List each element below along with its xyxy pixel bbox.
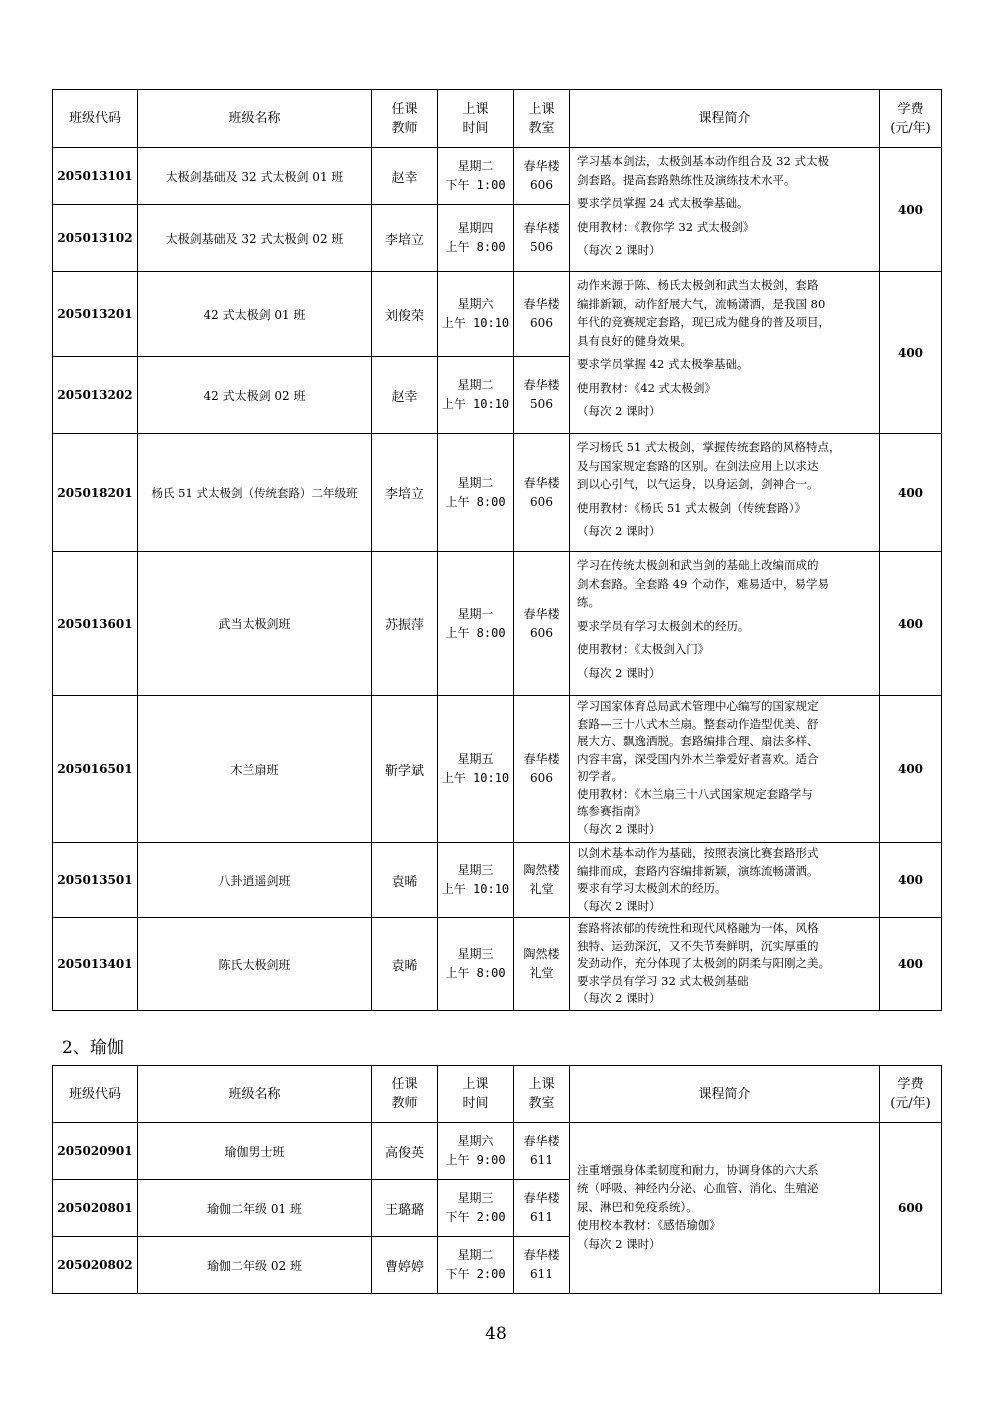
class-name: 42 式太极剑 01 班 <box>138 272 372 357</box>
table-row <box>53 148 942 205</box>
teacher-name: 苏振萍 <box>372 552 438 696</box>
classroom: 春华楼 506 <box>514 205 570 272</box>
classroom: 陶然楼 礼堂 <box>514 918 570 1011</box>
class-name: 太极剑基础及 32 式太极剑 01 班 <box>138 148 372 205</box>
class-time: 星期六 上午 10:10 <box>438 272 514 357</box>
table-row <box>53 434 942 552</box>
classroom: 春华楼 611 <box>514 1123 570 1180</box>
class-time: 星期二 下午 2:00 <box>438 1237 514 1294</box>
classroom: 春华楼 606 <box>514 148 570 205</box>
class-name: 八卦逍遥剑班 <box>138 843 372 918</box>
class-time: 星期四 上午 8:00 <box>438 205 514 272</box>
header-class-name: 班级名称 <box>138 90 372 148</box>
course-description: 动作来源于陈、杨氏太极剑和武当太极剑，套路 编排新颖，动作舒展大气，流畅潇洒，是我国 80 年代的竞赛规定套路，现已成为健身的普及项目， 具有良好的健身效果。 要求学员掌握 42 式太极拳基础。 使用教材：《42 式太极剑》 （每次 2 课时） <box>570 272 880 434</box>
teacher-name: 李培立 <box>372 205 438 272</box>
header-teacher: 任课 教师 <box>372 1066 438 1123</box>
classroom: 春华楼 611 <box>514 1180 570 1237</box>
class-time: 星期五 上午 10:10 <box>438 696 514 843</box>
header-room: 上课 教室 <box>514 90 570 148</box>
course-description: 学习基本剑法，太极剑基本动作组合及 32 式太极 剑套路。提高套路熟练性及演练技术水平。 要求学员掌握 24 式太极拳基础。 使用教材：《教你学 32 式太极剑》 （每次 2 课时） <box>570 148 880 272</box>
table-header-row <box>53 90 942 148</box>
class-name: 瑜伽二年级 02 班 <box>138 1237 372 1294</box>
teacher-name: 袁晞 <box>372 918 438 1011</box>
class-code: 205016501 <box>53 696 138 843</box>
class-time: 星期六 上午 9:00 <box>438 1123 514 1180</box>
tuition-fee: 400 <box>880 434 942 552</box>
class-time: 星期一 上午 8:00 <box>438 552 514 696</box>
section-heading-yoga: 2、瑜伽 <box>62 1038 124 1058</box>
class-code: 205013201 <box>53 272 138 357</box>
class-name: 武当太极剑班 <box>138 552 372 696</box>
classroom: 春华楼 606 <box>514 434 570 552</box>
header-class-code: 班级代码 <box>53 90 138 148</box>
course-description: 套路将浓郁的传统性和现代风格融为一体，风格 独特、运劲深沉，又不失节奏鲜明，沉实厚重的 发劲动作，充分体现了太极剑的阴柔与阳刚之美。 要求学员有学习 32 式太极剑基础 （每次 2 课时） <box>570 918 880 1011</box>
tuition-fee: 400 <box>880 696 942 843</box>
class-name: 瑜伽男士班 <box>138 1123 372 1180</box>
table-header-row <box>53 1066 942 1123</box>
class-time: 星期二 下午 1:00 <box>438 148 514 205</box>
header-class-code: 班级代码 <box>53 1066 138 1123</box>
classroom: 春华楼 606 <box>514 552 570 696</box>
table-row <box>53 1123 942 1180</box>
classroom: 春华楼 506 <box>514 357 570 434</box>
course-description: 学习国家体育总局武术管理中心编写的国家规定 套路—三十八式木兰扇。整套动作造型优美、舒 展大方、飘逸洒脱。套路编排合理、扇法多样、 内容丰富，深受国内外木兰拳爱好者喜欢。适合 初学者。 使用教材：《木兰扇三十八式国家规定套路学与 练参赛指南》 （每次 2 课时） <box>570 696 880 843</box>
table-row <box>53 552 942 696</box>
class-time: 星期三 下午 2:00 <box>438 1180 514 1237</box>
teacher-name: 刘俊荣 <box>372 272 438 357</box>
teacher-name: 赵幸 <box>372 357 438 434</box>
table-row <box>53 272 942 357</box>
header-time: 上课 时间 <box>438 1066 514 1123</box>
header-fee: 学费 (元/年) <box>880 1066 942 1123</box>
course-description: 以剑术基本动作为基础，按照表演比赛套路形式 编排而成，套路内容编排新颖，演练流畅潇洒。 要求有学习太极剑术的经历。 （每次 2 课时） <box>570 843 880 918</box>
class-name: 木兰扇班 <box>138 696 372 843</box>
tuition-fee: 400 <box>880 843 942 918</box>
class-code: 205020802 <box>53 1237 138 1294</box>
class-code: 205013101 <box>53 148 138 205</box>
class-code: 205013102 <box>53 205 138 272</box>
tuition-fee: 600 <box>880 1123 942 1294</box>
tuition-fee: 400 <box>880 918 942 1011</box>
class-name: 杨氏 51 式太极剑（传统套路）二年级班 <box>138 434 372 552</box>
class-code: 205013202 <box>53 357 138 434</box>
class-name: 瑜伽二年级 01 班 <box>138 1180 372 1237</box>
header-time: 上课 时间 <box>438 90 514 148</box>
class-name: 陈氏太极剑班 <box>138 918 372 1011</box>
taiji-sword-course-table <box>52 89 942 1011</box>
tuition-fee: 400 <box>880 552 942 696</box>
tuition-fee: 400 <box>880 148 942 272</box>
course-description: 学习杨氏 51 式太极剑，掌握传统套路的风格特点， 及与国家规定套路的区别。在剑法应用上以求达 到以心引气，以气运身，以身运剑，剑神合一。 使用教材：《杨氏 51 式太极剑（传统套路）》 （每次 2 课时） <box>570 434 880 552</box>
table-row <box>53 918 942 1011</box>
class-time: 星期三 上午 8:00 <box>438 918 514 1011</box>
classroom: 春华楼 606 <box>514 696 570 843</box>
teacher-name: 靳学斌 <box>372 696 438 843</box>
header-fee: 学费 (元/年) <box>880 90 942 148</box>
header-description: 课程简介 <box>570 90 880 148</box>
header-class-name: 班级名称 <box>138 1066 372 1123</box>
header-teacher: 任课 教师 <box>372 90 438 148</box>
class-name: 太极剑基础及 32 式太极剑 02 班 <box>138 205 372 272</box>
class-code: 205020901 <box>53 1123 138 1180</box>
class-time: 星期二 上午 10:10 <box>438 357 514 434</box>
classroom: 春华楼 611 <box>514 1237 570 1294</box>
classroom: 春华楼 606 <box>514 272 570 357</box>
table-row <box>53 843 942 918</box>
header-description: 课程简介 <box>570 1066 880 1123</box>
teacher-name: 赵幸 <box>372 148 438 205</box>
classroom: 陶然楼 礼堂 <box>514 843 570 918</box>
class-code: 205013401 <box>53 918 138 1011</box>
class-name: 42 式太极剑 02 班 <box>138 357 372 434</box>
page-number: 48 <box>485 1324 507 1344</box>
table-row <box>53 696 942 843</box>
teacher-name: 李培立 <box>372 434 438 552</box>
teacher-name: 袁晞 <box>372 843 438 918</box>
tuition-fee: 400 <box>880 272 942 434</box>
class-code: 205013601 <box>53 552 138 696</box>
teacher-name: 曹婷婷 <box>372 1237 438 1294</box>
teacher-name: 王璐璐 <box>372 1180 438 1237</box>
teacher-name: 高俊英 <box>372 1123 438 1180</box>
course-description: 学习在传统太极剑和武当剑的基础上改编而成的 剑术套路。全套路 49 个动作，难易适中，易学易 练。 要求学员有学习太极剑术的经历。 使用教材：《太极剑入门》 （每次 2 课时） <box>570 552 880 696</box>
class-code: 205018201 <box>53 434 138 552</box>
header-room: 上课 教室 <box>514 1066 570 1123</box>
course-description: 注重增强身体柔韧度和耐力，协调身体的六大系 统（呼吸、神经内分泌、心血管、消化、生殖泌 尿、淋巴和免疫系统）。 使用校本教材：《感悟瑜伽》 （每次 2 课时） <box>570 1123 880 1294</box>
class-code: 205013501 <box>53 843 138 918</box>
class-time: 星期三 上午 10:10 <box>438 843 514 918</box>
yoga-course-table <box>52 1065 942 1294</box>
class-code: 205020801 <box>53 1180 138 1237</box>
class-time: 星期二 上午 8:00 <box>438 434 514 552</box>
